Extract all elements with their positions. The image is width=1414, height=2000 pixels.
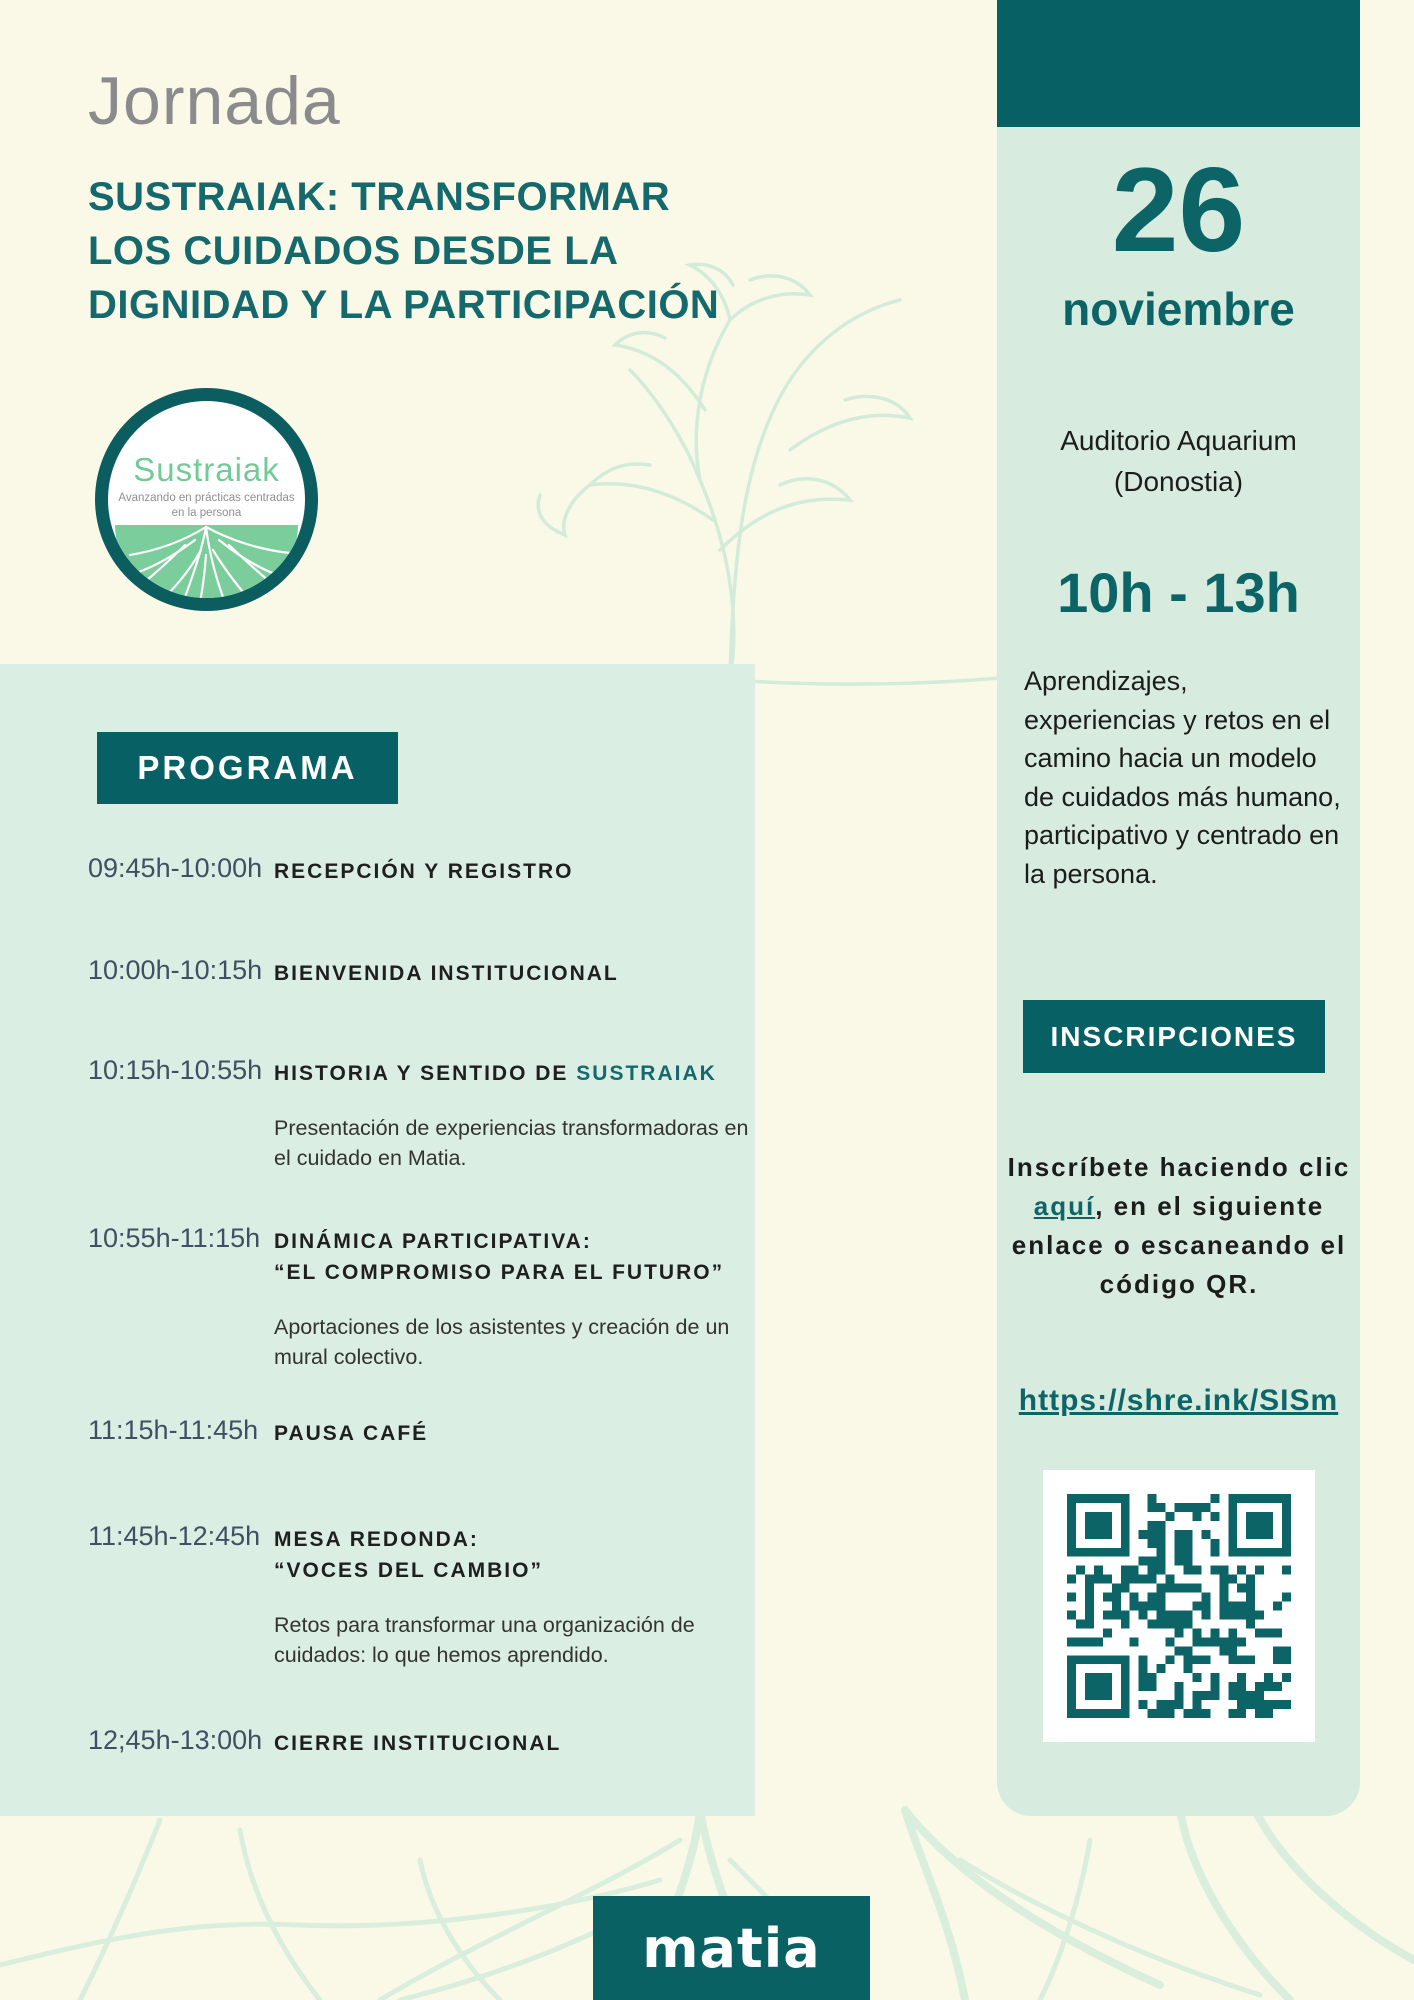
event-kicker: Jornada [88, 63, 341, 139]
session-title: CIERRE INSTITUCIONAL [274, 1732, 562, 1755]
sustraiak-logo-tagline: Avanzando en prácticas centradas en la persona [118, 492, 295, 519]
matia-logo-box [593, 1896, 870, 2000]
session-title: PAUSA CAFÉ [274, 1422, 429, 1445]
event-title-line-2: LOS CUIDADOS DESDE LA [88, 229, 619, 273]
time-label: 10:55h-11:15h [88, 1223, 261, 1253]
program-row-4 [0, 1223, 755, 1372]
session-title: BIENVENIDA INSTITUCIONAL [274, 962, 619, 985]
sustraiak-logo-roots-image [115, 525, 298, 598]
session-title-accent: SUSTRAIAK [576, 1062, 717, 1085]
aqui-link[interactable]: aquí [1033, 1191, 1096, 1221]
session-description: Presentación de experiencias transformadoras en el cuidado en Matia. [274, 1116, 749, 1170]
event-title-line-3: DIGNIDAD Y LA PARTICIPACIÓN [88, 283, 720, 327]
time-label: 09:45h-10:00h [88, 853, 263, 883]
registration-url-link[interactable]: https://shre.ink/SISm [1018, 1384, 1339, 1417]
session-title: HISTORIA Y SENTIDO DE SUSTRAIAK [274, 1062, 717, 1085]
time-label: 12;45h-13:00h [88, 1725, 263, 1755]
registration-cta-text: Inscríbete haciendo clic aquí, en el siguiente enlace o escaneando el código QR. [1007, 1152, 1351, 1299]
program-heading-box [97, 732, 398, 804]
time-label: 10:00h-10:15h [88, 955, 263, 985]
sustraiak-logo [95, 388, 318, 611]
event-day: 26 [1111, 143, 1246, 277]
session-title: MESA REDONDA: “VOCES DEL CAMBIO” [274, 1528, 543, 1582]
event-info-panel-header-band [997, 0, 1360, 127]
qr-code-box [1043, 1470, 1315, 1742]
inscriptions-header: INSCRIPCIONES [1023, 1000, 1325, 1073]
session-title: RECEPCIÓN Y REGISTRO [274, 860, 574, 883]
program-row-7 [0, 1725, 755, 1759]
program-row-5 [0, 1415, 755, 1449]
program-row-6 [0, 1521, 755, 1670]
sustraiak-logo-name: Sustraiak [133, 451, 280, 488]
sustraiak-logo-inner [108, 401, 305, 598]
program-row-3 [0, 1055, 755, 1173]
event-title-line-1: SUSTRAIAK: TRANSFORMAR [88, 175, 671, 219]
time-label: 10:15h-10:55h [88, 1055, 263, 1085]
program-heading: PROGRAMA [137, 749, 358, 786]
session-title: DINÁMICA PARTICIPATIVA: “EL COMPROMISO PARA EL FUTURO” [274, 1230, 725, 1284]
time-label: 11:15h-11:45h [88, 1415, 259, 1445]
registration-url [997, 1384, 1360, 1418]
session-description: Aportaciones de los asistentes y creación de un mural colectivo. [274, 1315, 730, 1369]
matia-logo: matia [642, 1916, 821, 1980]
event-time-range: 10h - 13h [1057, 561, 1300, 624]
qr-code [1067, 1494, 1291, 1718]
event-description: Aprendizajes, experiencias y retos en el camino hacia un modelo de cuidados más humano, participativo y centrado en la persona. [1024, 666, 1341, 889]
time-label: 11:45h-12:45h [88, 1521, 261, 1551]
program-row-1 [0, 853, 755, 887]
program-row-2 [0, 955, 755, 989]
event-month: noviembre [1062, 283, 1295, 335]
event-title [88, 170, 719, 332]
session-description: Retos para transformar una organización de cuidados: lo que hemos aprendido. [274, 1613, 695, 1667]
event-venue: Auditorio Aquarium (Donostia) [1060, 425, 1297, 497]
